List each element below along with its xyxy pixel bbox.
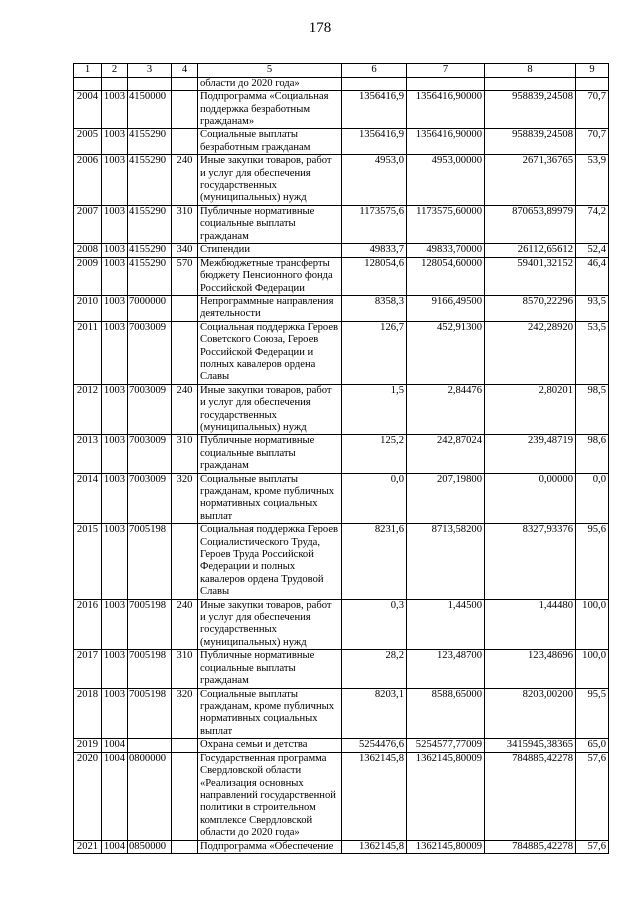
adjusted-amount: 1362145,80009 [407,840,485,854]
planned-amount: 4953,0 [342,155,407,206]
item-name: Охрана семьи и детства [198,739,342,753]
executed-amount: 0,00000 [485,473,576,524]
item-name: области до 2020 года» [198,77,342,90]
section-code: 1004 [102,752,128,840]
target-article-code: 7003009 [128,435,172,473]
section-code: 1003 [102,129,128,155]
section-code: 1003 [102,524,128,599]
table-row [74,739,609,753]
item-name: Стипендии [198,243,342,257]
executed-amount: 1,44480 [485,599,576,650]
target-article-code [128,739,172,753]
table-row [74,688,609,739]
execution-percent: 65,0 [576,739,609,753]
item-name: Социальные выплаты безработным гражданам [198,129,342,155]
execution-percent: 53,5 [576,321,609,384]
target-article-code: 7003009 [128,384,172,435]
target-article-code: 7005198 [128,650,172,688]
row-number: 2016 [74,599,102,650]
item-name: Публичные нормативные социальные выплаты гражданам [198,650,342,688]
execution-percent: 95,6 [576,524,609,599]
expense-type-code: 310 [172,650,198,688]
table-row [74,473,609,524]
item-name: Иные закупки товаров, работ и услуг для обеспечения государственных (муниципальных) нужд [198,599,342,650]
expense-type-code: 570 [172,257,198,295]
planned-amount: 1173575,6 [342,205,407,243]
section-code: 1003 [102,384,128,435]
target-article-code [128,77,172,90]
adjusted-amount: 1356416,90000 [407,129,485,155]
expense-type-code [172,321,198,384]
table-row [74,129,609,155]
execution-percent: 70,7 [576,91,609,129]
executed-amount: 3415945,38365 [485,739,576,753]
executed-amount: 958839,24508 [485,129,576,155]
item-name: Социальная поддержка Героев Советского Союза, Героев Российской Федерации и полных кавалеров ордена Славы [198,321,342,384]
adjusted-amount: 123,48700 [407,650,485,688]
section-code: 1003 [102,599,128,650]
adjusted-amount: 9166,49500 [407,295,485,321]
adjusted-amount: 8588,65000 [407,688,485,739]
expense-type-code: 340 [172,243,198,257]
section-code: 1003 [102,435,128,473]
planned-amount: 1,5 [342,384,407,435]
row-number: 2011 [74,321,102,384]
execution-percent: 93,5 [576,295,609,321]
planned-amount: 125,2 [342,435,407,473]
execution-percent: 100,0 [576,599,609,650]
item-name: Публичные нормативные социальные выплаты гражданам [198,205,342,243]
section-code: 1003 [102,295,128,321]
row-number: 2010 [74,295,102,321]
adjusted-amount: 49833,70000 [407,243,485,257]
adjusted-amount: 5254577,77009 [407,739,485,753]
target-article-code: 7005198 [128,524,172,599]
target-article-code: 0850000 [128,840,172,854]
header-col-8: 8 [485,64,576,78]
section-code [102,77,128,90]
row-number: 2006 [74,155,102,206]
item-name: Иные закупки товаров, работ и услуг для обеспечения государственных (муниципальных) нужд [198,384,342,435]
expense-type-code: 240 [172,384,198,435]
expense-type-code [172,295,198,321]
planned-amount: 8203,1 [342,688,407,739]
header-col-5: 5 [198,64,342,78]
header-col-1: 1 [74,64,102,78]
adjusted-amount: 4953,00000 [407,155,485,206]
table-row [74,752,609,840]
budget-table [73,63,609,854]
planned-amount: 5254476,6 [342,739,407,753]
expense-type-code: 240 [172,599,198,650]
row-number: 2009 [74,257,102,295]
item-name: Социальные выплаты гражданам, кроме публичных нормативных социальных выплат [198,473,342,524]
item-name: Непрограммные направления деятельности [198,295,342,321]
adjusted-amount: 1356416,90000 [407,91,485,129]
expense-type-code [172,739,198,753]
header-col-4: 4 [172,64,198,78]
expense-type-code [172,129,198,155]
execution-percent: 95,5 [576,688,609,739]
row-number: 2005 [74,129,102,155]
table-row [74,524,609,599]
execution-percent: 0,0 [576,473,609,524]
item-name: Подпрограмма «Обеспечение [198,840,342,854]
adjusted-amount: 242,87024 [407,435,485,473]
expense-type-code [172,77,198,90]
planned-amount: 8231,6 [342,524,407,599]
section-code: 1003 [102,321,128,384]
target-article-code: 4155290 [128,129,172,155]
adjusted-amount: 207,19800 [407,473,485,524]
expense-type-code: 310 [172,205,198,243]
section-code: 1004 [102,739,128,753]
row-number: 2015 [74,524,102,599]
target-article-code: 4155290 [128,155,172,206]
planned-amount: 28,2 [342,650,407,688]
planned-amount [342,77,407,90]
section-code: 1004 [102,840,128,854]
executed-amount: 59401,32152 [485,257,576,295]
adjusted-amount: 1173575,60000 [407,205,485,243]
planned-amount: 126,7 [342,321,407,384]
section-code: 1003 [102,257,128,295]
table-row [74,295,609,321]
adjusted-amount: 1,44500 [407,599,485,650]
target-article-code: 4155290 [128,243,172,257]
executed-amount: 784885,42278 [485,752,576,840]
execution-percent: 46,4 [576,257,609,295]
execution-percent: 100,0 [576,650,609,688]
row-number: 2004 [74,91,102,129]
section-code: 1003 [102,473,128,524]
expense-type-code [172,91,198,129]
table-row [74,243,609,257]
section-code: 1003 [102,155,128,206]
executed-amount: 2671,36765 [485,155,576,206]
section-code: 1003 [102,243,128,257]
execution-percent: 70,7 [576,129,609,155]
row-number: 2021 [74,840,102,854]
executed-amount: 26112,65612 [485,243,576,257]
section-code: 1003 [102,205,128,243]
item-name: Социальные выплаты гражданам, кроме публичных нормативных социальных выплат [198,688,342,739]
header-col-6: 6 [342,64,407,78]
row-number: 2017 [74,650,102,688]
planned-amount: 1356416,9 [342,91,407,129]
header-col-3: 3 [128,64,172,78]
adjusted-amount [407,77,485,90]
planned-amount: 1356416,9 [342,129,407,155]
section-code: 1003 [102,688,128,739]
row-number: 2018 [74,688,102,739]
adjusted-amount: 452,91300 [407,321,485,384]
target-article-code: 4155290 [128,257,172,295]
executed-amount: 8570,22296 [485,295,576,321]
execution-percent: 57,6 [576,840,609,854]
table-row [74,384,609,435]
target-article-code: 7003009 [128,321,172,384]
header-col-2: 2 [102,64,128,78]
execution-percent: 98,5 [576,384,609,435]
adjusted-amount: 1362145,80009 [407,752,485,840]
expense-type-code [172,524,198,599]
planned-amount: 1362145,8 [342,752,407,840]
target-article-code: 0800000 [128,752,172,840]
table-row [74,599,609,650]
executed-amount [485,77,576,90]
target-article-code: 7003009 [128,473,172,524]
item-name: Межбюджетные трансферты бюджету Пенсионного фонда Российской Федерации [198,257,342,295]
row-number: 2019 [74,739,102,753]
item-name: Иные закупки товаров, работ и услуг для обеспечения государственных (муниципальных) нужд [198,155,342,206]
target-article-code: 4155290 [128,205,172,243]
table-row [74,205,609,243]
row-number [74,77,102,90]
table-header-row [74,64,609,78]
item-name: Подпрограмма «Социальная поддержка безработным гражданам» [198,91,342,129]
expense-type-code: 320 [172,473,198,524]
expense-type-code: 240 [172,155,198,206]
executed-amount: 958839,24508 [485,91,576,129]
planned-amount: 8358,3 [342,295,407,321]
expense-type-code: 310 [172,435,198,473]
table-row [74,650,609,688]
adjusted-amount: 2,84476 [407,384,485,435]
executed-amount: 8203,00200 [485,688,576,739]
planned-amount: 1362145,8 [342,840,407,854]
target-article-code: 4150000 [128,91,172,129]
planned-amount: 0,3 [342,599,407,650]
row-number: 2013 [74,435,102,473]
header-col-9: 9 [576,64,609,78]
planned-amount: 49833,7 [342,243,407,257]
planned-amount: 128054,6 [342,257,407,295]
item-name: Государственная программа Свердловской области «Реализация основных направлений государственной политики в строительном комплексе Свердловской области до 2020 года» [198,752,342,840]
item-name: Публичные нормативные социальные выплаты гражданам [198,435,342,473]
execution-percent: 57,6 [576,752,609,840]
table-row [74,435,609,473]
expense-type-code [172,752,198,840]
page-number: 178 [308,20,332,36]
table-row [74,77,609,90]
table-row [74,155,609,206]
execution-percent: 52,4 [576,243,609,257]
execution-percent: 98,6 [576,435,609,473]
target-article-code: 7000000 [128,295,172,321]
row-number: 2012 [74,384,102,435]
table-row [74,91,609,129]
executed-amount: 8327,93376 [485,524,576,599]
executed-amount: 2,80201 [485,384,576,435]
item-name: Социальная поддержка Героев Социалистического Труда, Героев Труда Российской Федерации и полных кавалеров ордена Трудовой Славы [198,524,342,599]
table-row [74,840,609,854]
header-col-7: 7 [407,64,485,78]
executed-amount: 870653,89979 [485,205,576,243]
section-code: 1003 [102,650,128,688]
execution-percent: 53,9 [576,155,609,206]
table-row [74,257,609,295]
executed-amount: 242,28920 [485,321,576,384]
target-article-code: 7005198 [128,688,172,739]
row-number: 2008 [74,243,102,257]
executed-amount: 784885,42278 [485,840,576,854]
row-number: 2007 [74,205,102,243]
section-code: 1003 [102,91,128,129]
row-number: 2014 [74,473,102,524]
planned-amount: 0,0 [342,473,407,524]
execution-percent: 74,2 [576,205,609,243]
expense-type-code: 320 [172,688,198,739]
adjusted-amount: 128054,60000 [407,257,485,295]
expense-type-code [172,840,198,854]
adjusted-amount: 8713,58200 [407,524,485,599]
executed-amount: 239,48719 [485,435,576,473]
executed-amount: 123,48696 [485,650,576,688]
execution-percent [576,77,609,90]
target-article-code: 7005198 [128,599,172,650]
row-number: 2020 [74,752,102,840]
table-row [74,321,609,384]
